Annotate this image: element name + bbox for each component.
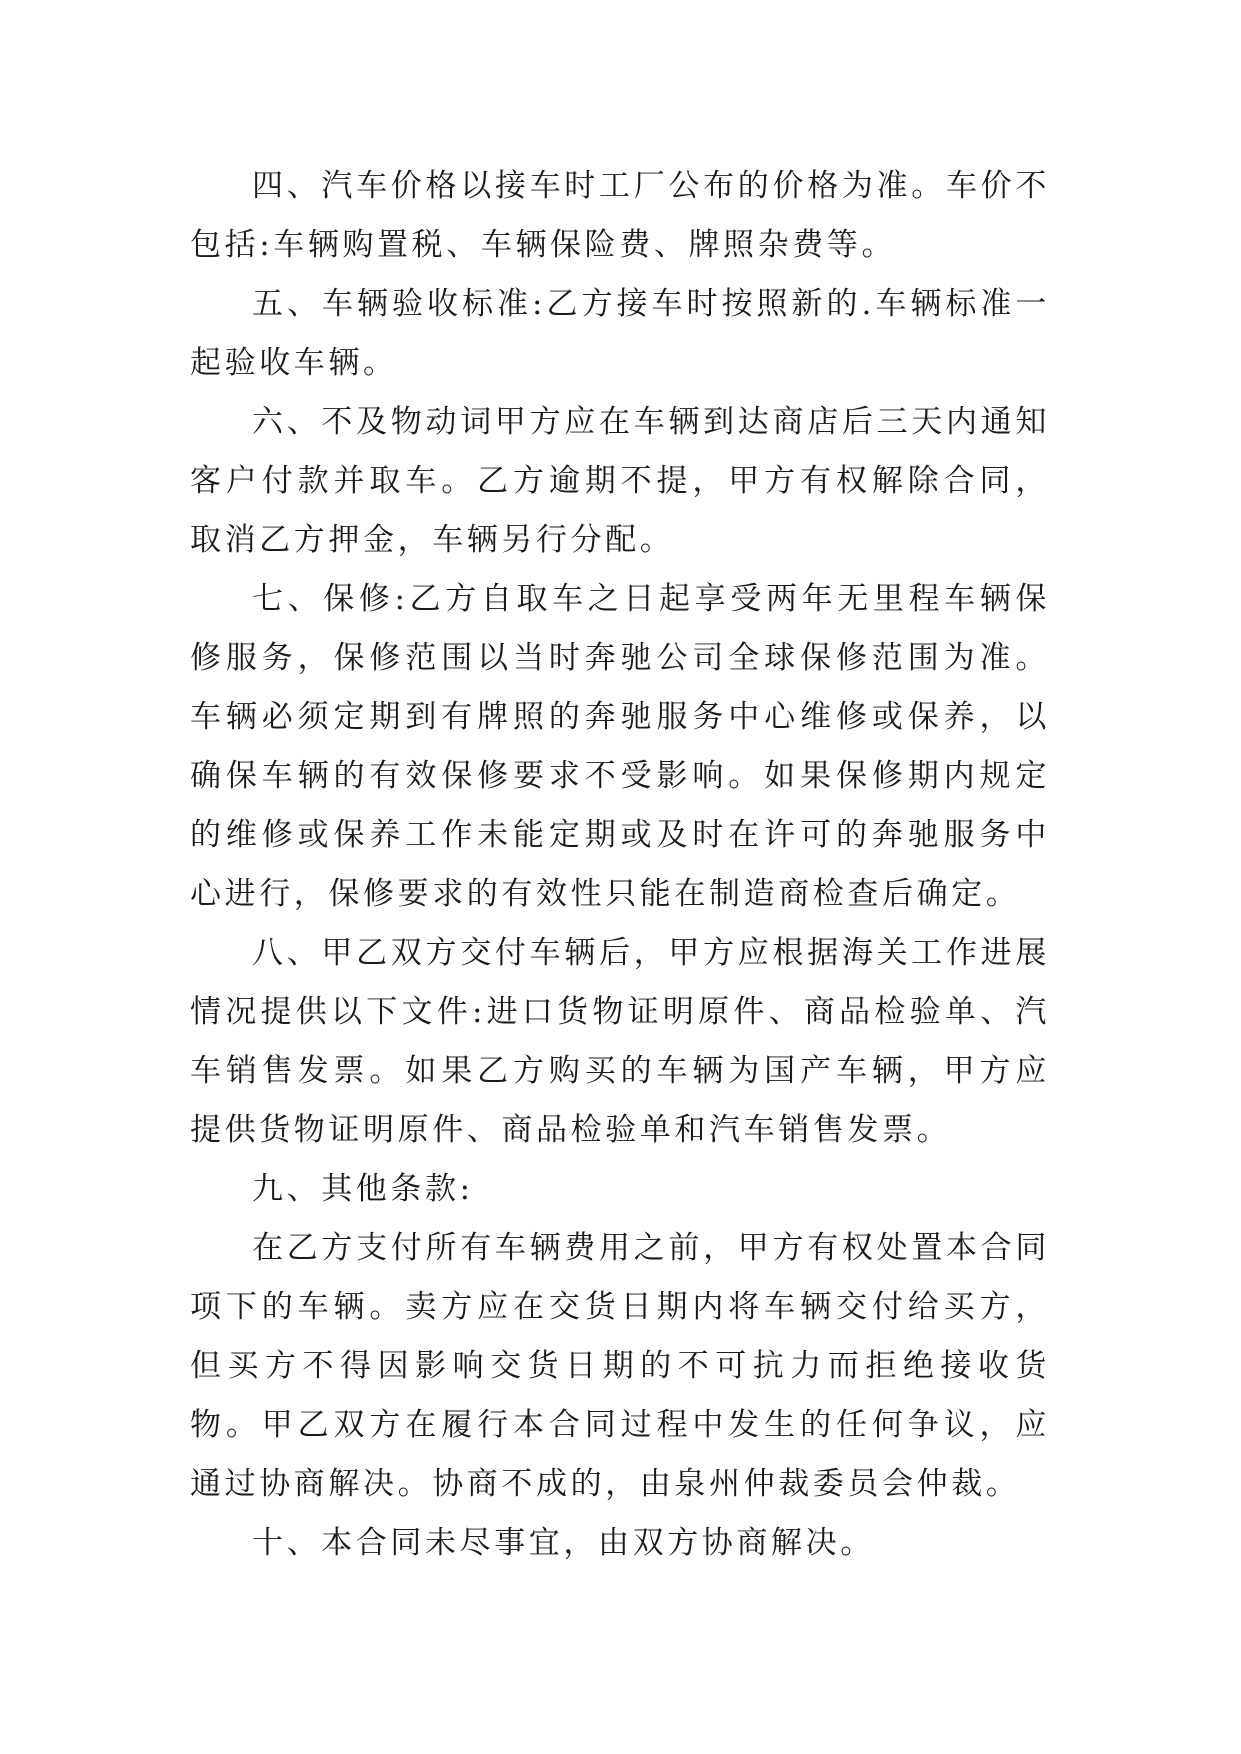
document-body (190, 157, 1050, 1573)
clause-6-pickup: 六、不及物动词甲方应在车辆到达商店后三天内通知客户付款并取车。乙方逾期不提，甲方有权解除合同，取消乙方押金，车辆另行分配。 (190, 404, 1050, 558)
clause-9-heading: 九、其他条款: (252, 1171, 474, 1207)
clause-5-acceptance: 五、车辆验收标准:乙方接车时按照新的.车辆标准一起验收车辆。 (190, 286, 1050, 381)
clause-10-matters: 十、本合同未尽事宜，由双方协商解决。 (252, 1525, 875, 1561)
clause-9-other-terms: 在乙方支付所有车辆费用之前，甲方有权处置本合同项下的车辆。卖方应在交货日期内将车辆交付给买方，但买方不得因影响交货日期的不可抗力而拒绝接收货物。甲乙双方在履行本合同过程中发生的任何争议，应通过协商解决。协商不成的，由泉州仲裁委员会仲裁。 (190, 1230, 1050, 1502)
clause-8-documents: 八、甲乙双方交付车辆后，甲方应根据海关工作进展情况提供以下文件:进口货物证明原件、商品检验单、汽车销售发票。如果乙方购买的车辆为国产车辆，甲方应提供货物证明原件、商品检验单和汽车销售发票。 (190, 935, 1050, 1148)
clause-4-price: 四、汽车价格以接车时工厂公布的价格为准。车价不包括:车辆购置税、车辆保险费、牌照杂费等。 (190, 168, 1050, 263)
clause-7-warranty: 七、保修:乙方自取车之日起享受两年无里程车辆保修服务，保修范围以当时奔驰公司全球保修范围为准。车辆必须定期到有牌照的奔驰服务中心维修或保养，以确保车辆的有效保修要求不受影响。如果保修期内规定的维修或保养工作未能定期或及时在许可的奔驰服务中心进行，保修要求的有效性只能在制造商检查后确定。 (190, 581, 1050, 912)
